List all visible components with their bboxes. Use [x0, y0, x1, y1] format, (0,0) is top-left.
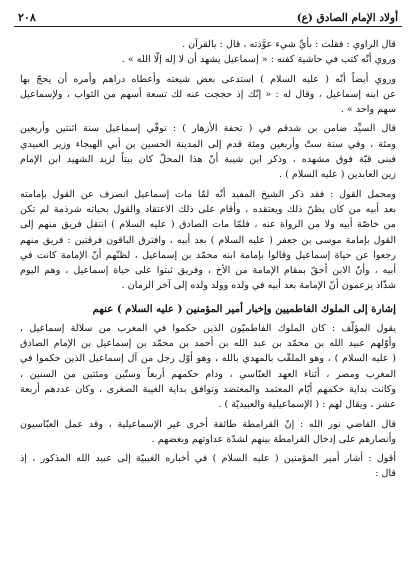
- text-line: فبنى قبّة فوق مشهده ، وذكر ابن شيبة أنّ هذا المحلّ كان بيتاً لزيد الشهيد ابن الإمام: [20, 154, 396, 166]
- text-line: شذّاذ يزعمون أنّ الإمامة بعد أبيه في ولده وولد ولده إلى آخر الزمان .: [121, 280, 396, 292]
- text-line: قال السيِّد ضامن بن شدقم في ( تحفة الأزهار ) : توفّي إسماعيل سنة اثنتين وأربعين: [20, 123, 396, 135]
- text-line: عن ابنه إسماعيل ، وقال له : « إنّك إذ حججت عنه لك تسعة أسهم من الثواب ، ولإسماعيل: [20, 88, 396, 100]
- text-line: زين العابدين ( عليه السلام ) .: [278, 169, 396, 181]
- text-line: ( عليه السلام ) ، وهو الملقّب بالمهدي بالله ، وهو أوّل رجل من آل إسماعيل الذين حكموا في: [20, 353, 396, 365]
- page-header: [14, 6, 402, 27]
- paragraph-summary: [20, 187, 396, 294]
- text-line: سهم واحد » .: [340, 104, 396, 116]
- text-line: المغرب ومصر ، أثناء العهد العبّاسي ، ودام حكمهم أربعاً وستّين ومئتين من السنين ،: [20, 368, 396, 380]
- running-title: أولاد الإمام الصادق (ع): [296, 12, 398, 24]
- text-line: القول بإمامة موسى بن جعفر ( عليه السلام ) بعد أبيه ، وافترق الباقون فرقتين : فريق منهم: [20, 234, 396, 246]
- text-line: قال القاضي نور الله : إنّ القرامطة طائفة أخرى غير الإسماعيلية ، وقد عمل العبّاسيون: [20, 418, 396, 430]
- text-line: ومئة ، وفي سنة ستّ وأربعين ومئة قدم إلى المدينة الحسين بن أبي الهيجاء وزير العبيدي: [20, 138, 396, 150]
- text-line: يقول المؤلّف : كان الملوك الفاطميّون الذين حكموا في المغرب من سلالة إسماعيل ،: [20, 322, 396, 334]
- paragraph-aqulu: [20, 451, 396, 482]
- text-line: ومجمل القول : فقد ذكر الشيخ المفيد أنّه لمّا مات إسماعيل انصرف عن القول بإمامته: [20, 188, 396, 200]
- paragraph-narrator: [20, 37, 396, 68]
- text-line: من خاصّة أبيه ولا من الرواة عنه ، فلمّا مات الصادق ( عليه السلام ) انتقل فريق منهم إلى: [20, 219, 396, 231]
- text-line: أبيه ، وأنّ الابن أحقّ بمقام الإمامة من الأخ ، وفريق ثبتوا على حياة إسماعيل ، وهم اليوم: [20, 265, 396, 277]
- paragraph-tuhfat: [20, 121, 396, 182]
- page-number: ٢٠٨: [18, 11, 36, 24]
- text-line: قال :: [375, 468, 396, 480]
- text-line: قال الراوي : فقلت : بأيِّ شيء عوَّذته ، قال : بالقرآن .: [182, 39, 396, 50]
- text-line: وأوّلهم عبيد الله بن محمّد بن عبد الله بن أحمد بن محمّد بن إسماعيل بن الإمام الصادق: [20, 338, 396, 350]
- text-line: وأنصارهم على إدخال القرامطة بينهم لشدّة عداوتهم وبغضهم .: [151, 433, 396, 445]
- text-line: وروي أنّه كتب في حاشية كفنه : « إسماعيل يشهد أن لا إله إلّا الله » .: [121, 54, 396, 66]
- text-line: وكانت بداية حكمهم أيّام المعتمد والمعتضد وتوافق بداية الغيبة الصغرى ، وكان عددهم أربعة: [20, 383, 396, 395]
- text-line: بعد أبيه من كان يظنّ ذلك ويعتقده ، وأقام على ذلك الاعتقاد والقول بحياته شرذمة لم تكن: [20, 203, 396, 215]
- paragraph-fatimids: [20, 321, 396, 413]
- section-heading: إشارة إلى الملوك الفاطميين وإخبار أمير المؤمنين ( عليه السلام ) عنهم: [92, 302, 396, 315]
- text-line: رجعوا عن حياة إسماعيل وقالوا بإمامة ابنه محمّد بن إسماعيل ، لظنّهم أنّ الإمامة كانت في: [20, 249, 396, 261]
- paragraph-hajj: [20, 72, 396, 118]
- text-line: أقول : أشار أمير المؤمنين ( عليه السلام ) في أخباره الغيبيّة إلى عبيد الله المذكور ، إذ: [20, 453, 396, 465]
- text-line: وروي أيضاً أنّه ( عليه السلام ) استدعى بعض شيعته وأعطاه دراهم وأمره أن يحجّ بها: [20, 73, 396, 85]
- paragraph-qaramita: [20, 417, 396, 448]
- page-body: [14, 27, 402, 482]
- text-line: عشر ، ويقال لهم : ( الإسماعيلية والعبيديّة ) .: [218, 399, 396, 411]
